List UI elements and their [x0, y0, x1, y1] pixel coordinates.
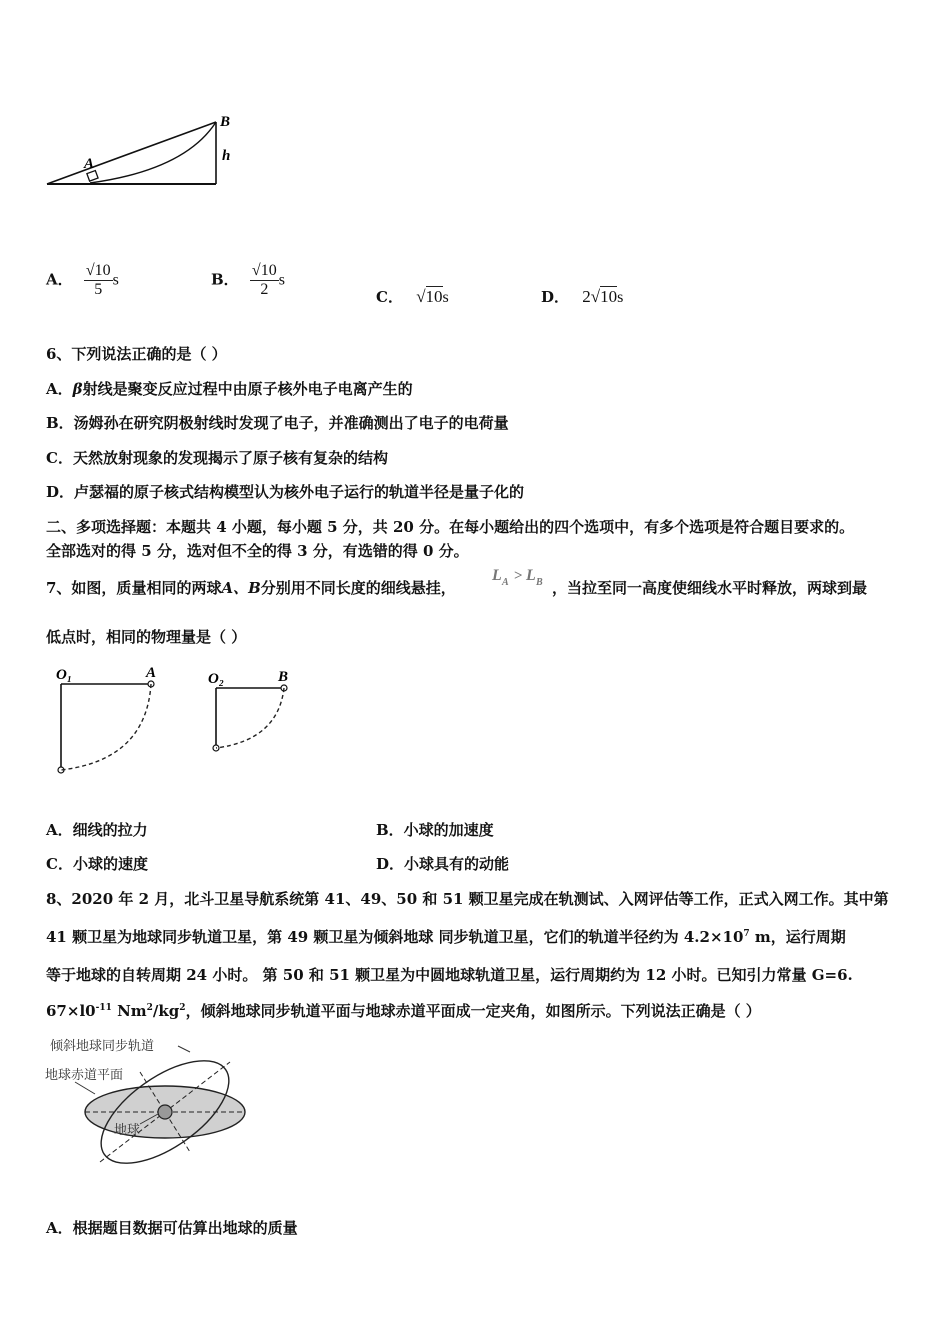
q7-stem-line2: 低点时，相同的物理量是（ ） [46, 628, 247, 646]
q8-line3: 等于地球的自转周期 24 小时。 第 50 和 51 颗卫星为中圆地球轨道卫星，运行周期约为 12 小时。已知引力常量 G=6. [46, 966, 853, 984]
label-a: A [84, 156, 95, 172]
q8-line4: $67\times l0^{-11}$ $Nm^2/kg^2$，倾斜地球同步轨道平面与地球赤道平面成一定夹角，如图所示。下列说法正确是（ ） [46, 1002, 761, 1020]
svg-text:B: B [536, 577, 543, 588]
svg-text:>: > [514, 568, 523, 584]
q8-line2: 41 颗卫星为地球同步轨道卫星，第 49 颗卫星为倾斜地球 同步轨道卫星，它们的轨道半径约为 $4.2\times 10^7$ m，运行周期 [46, 928, 846, 946]
q8-option-a[interactable]: A．根据题目数据可估算出地球的质量 [46, 1219, 298, 1237]
label-a: A [146, 665, 157, 681]
q6-option-a[interactable]: A．β射线是聚变反应过程中由原子核外电子电离产生的 [46, 380, 413, 398]
orbit-label: 倾斜地球同步轨道 [50, 1038, 155, 1053]
q6-option-b[interactable]: B．汤姆孙在研究阴极射线时发现了电子，并准确测出了电子的电荷量 [46, 414, 509, 432]
q6-option-d[interactable]: D．卢瑟福的原子核式结构模型认为核外电子运行的轨道半径是量子化的 [46, 483, 525, 501]
label-b: B [278, 669, 289, 685]
label-h: h [222, 148, 231, 164]
q5-option-d[interactable]: D． 2√10s [541, 287, 624, 306]
equator-label: 地球赤道平面 [45, 1067, 124, 1082]
earth-label: 地球 [114, 1122, 141, 1137]
label-o2: O₂ [208, 671, 225, 687]
q8-line1: 8、2020 年 2 月，北斗卫星导航系统第 41、49、50 和 51 颗卫星完成在轨测试、入网评估等工作，正式入网工作。其中第 [46, 890, 889, 908]
q5-option-c[interactable]: C． √10s [376, 287, 449, 306]
beta-symbol: β [72, 380, 83, 398]
q5-b-numerator: √10 [251, 262, 277, 279]
svg-text:L: L [492, 567, 502, 584]
label-b: B [220, 114, 231, 130]
pendulum-figure [46, 660, 316, 785]
q5-option-a[interactable]: A． $\frac{√10}{5}$ s [46, 262, 119, 298]
q7-option-d[interactable]: D．小球具有的动能 [376, 855, 510, 873]
label-o1: O₁ [56, 667, 73, 683]
q5-option-b[interactable]: B． $\frac{√10}{2}$ s [211, 262, 285, 298]
q7-stem-cont: ，当拉至同一高度使细线水平时释放，两球到最 [552, 579, 868, 597]
q5-a-denominator: 5 [94, 281, 103, 298]
q6-option-c[interactable]: C．天然放射现象的发现揭示了原子核有复杂的结构 [46, 449, 388, 467]
q6-stem: 6、下列说法正确的是（ ） [46, 345, 227, 363]
q7-option-a[interactable]: A．细线的拉力 [46, 821, 148, 839]
q7-option-c[interactable]: C．小球的速度 [46, 855, 148, 873]
svg-text:L: L [526, 567, 536, 584]
q5-b-denominator: 2 [260, 281, 269, 298]
section2-line2: 全部选对的得 5 分，选对但不全的得 3 分，有选错的得 0 分。 [46, 542, 469, 560]
q7-stem-line1: 7、如图，质量相同的两球A、B分别用不同长度的细线悬挂， [46, 579, 456, 597]
q7-formula [490, 562, 554, 594]
incline-figure [40, 108, 240, 192]
block-a [87, 171, 98, 182]
q5-a-numerator: √10 [85, 262, 111, 279]
section2-line1: 二、多项选择题：本题共 4 小题，每小题 5 分，共 20 分。在每小题给出的四个选项中，有多个选项是符合题目要求的。 [46, 518, 855, 536]
svg-text:A: A [502, 577, 509, 588]
q7-option-b[interactable]: B．小球的加速度 [376, 821, 494, 839]
earth-icon [158, 1105, 172, 1119]
orbit-figure [40, 1032, 260, 1177]
curved-track [90, 122, 216, 183]
